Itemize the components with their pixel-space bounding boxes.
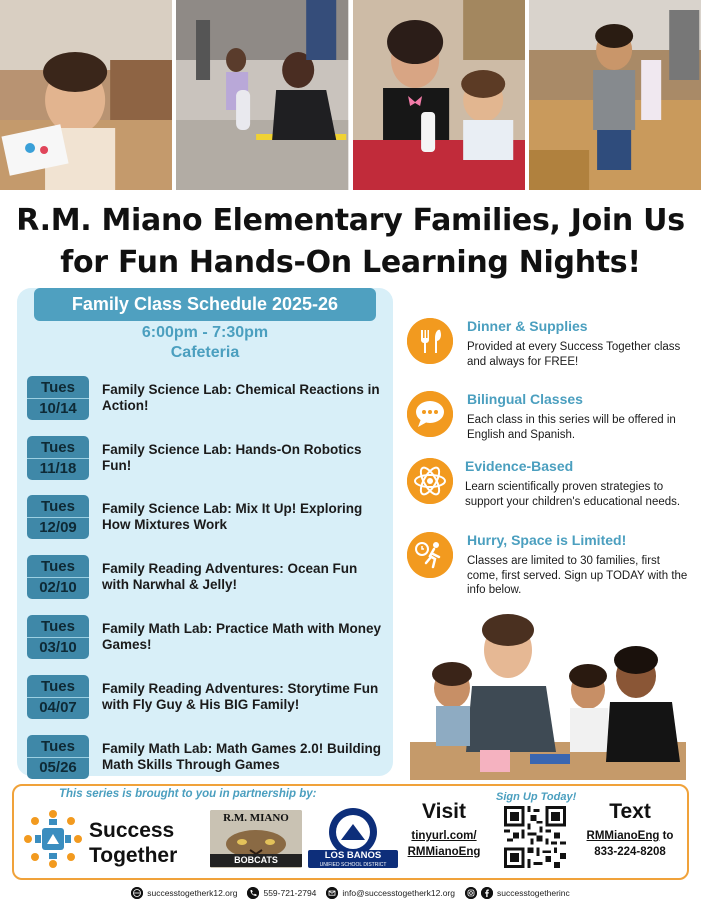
visit-link-line-2[interactable]: RMMianoEng [407, 846, 481, 858]
info-body: Provided at every Success Together class and always for FREE! [467, 341, 681, 368]
schedule-place: Cafeteria [170, 344, 240, 361]
visit-link-line-1[interactable]: tinyurl.com/ [411, 830, 477, 842]
session-date-box [27, 615, 89, 659]
title-line-1: R.M. Miano Elementary Families, Join Us [16, 203, 685, 238]
text-number[interactable]: 833-224-8208 [594, 846, 666, 858]
session-title: Family Science Lab: Hands-On Robotics Fun! [102, 441, 362, 473]
session-item [27, 727, 387, 787]
session-list [27, 368, 387, 787]
info-title: Dinner & Supplies [467, 318, 588, 334]
phone-text[interactable]: 559-721-2794 [263, 888, 317, 898]
utensils-icon [407, 318, 453, 364]
info-title: Evidence-Based [465, 458, 574, 474]
session-item [27, 547, 387, 607]
session-date: 12/09 [27, 517, 89, 538]
session-item [27, 428, 387, 488]
schedule-header: Family Class Schedule 2025-26 [34, 288, 376, 321]
text-section [574, 800, 686, 860]
contact-bar [0, 884, 701, 902]
session-day: Tues [41, 677, 75, 695]
photo-child-drawing [0, 0, 172, 190]
qr-code-icon[interactable] [504, 806, 566, 868]
partnership-box [12, 784, 689, 880]
success-together-name [89, 818, 177, 868]
session-date-box [27, 436, 89, 480]
signup-tagline: Sign Up Today! [496, 791, 577, 803]
success-line-1: Success [89, 819, 175, 842]
session-date-box [27, 735, 89, 779]
miano-mascot: BOBCATS [210, 854, 302, 867]
session-date: 02/10 [27, 577, 89, 598]
instagram-icon [465, 887, 477, 899]
speech-bubble-icon [407, 391, 453, 437]
text-to: to [659, 830, 674, 842]
contact-email[interactable] [326, 887, 455, 899]
miano-name: R.M. MIANO [223, 812, 289, 824]
session-item [27, 488, 387, 548]
website-text[interactable]: successtogetherk12.org [147, 888, 238, 898]
visit-link[interactable] [406, 828, 482, 860]
session-title: Family Reading Adventures: Storytime Fun with Fly Guy & His BIG Family! [102, 680, 379, 712]
contact-social[interactable] [465, 887, 570, 899]
session-item [27, 607, 387, 667]
los-banos-logo [308, 806, 398, 872]
session-title: Family Science Lab: Mix It Up! Exploring How Mixtures Work [102, 501, 363, 533]
session-date-box [27, 675, 89, 719]
globe-icon [131, 887, 143, 899]
contact-phone[interactable] [247, 887, 316, 899]
contact-website[interactable] [131, 887, 237, 899]
email-text[interactable]: info@successtogetherk12.org [342, 888, 455, 898]
los-banos-name: LOS BANOS [308, 850, 398, 868]
session-item [27, 368, 387, 428]
session-day: Tues [41, 618, 75, 636]
schedule-time: 6:00pm - 7:30pm [141, 324, 269, 341]
los-banos-sub: UNIFIED SCHOOL DISTRICT [319, 862, 387, 868]
visit-heading: Visit [422, 800, 466, 823]
info-body: Learn scientifically proven strategies to support your children's educational needs. [465, 481, 681, 508]
session-title: Family Science Lab: Chemical Reactions in Action! [102, 381, 380, 413]
photo-strip [0, 0, 701, 190]
phone-icon [247, 887, 259, 899]
partnership-tagline: This series is brought to you in partnership by: [59, 788, 317, 800]
title-line-2: for Fun Hands-On Learning Nights! [60, 245, 641, 280]
session-date: 03/10 [27, 637, 89, 658]
session-title: Family Reading Adventures: Ocean Fun with Narwhal & Jelly! [102, 561, 358, 593]
social-text[interactable]: successtogetherinc [497, 888, 570, 898]
photo-robotics [176, 0, 348, 190]
session-date-box [27, 495, 89, 539]
atom-icon [407, 458, 453, 504]
session-day: Tues [41, 378, 75, 396]
info-title: Bilingual Classes [467, 391, 583, 407]
session-date-box [27, 555, 89, 599]
photo-mixtures [353, 0, 525, 190]
success-together-logo-icon [20, 806, 86, 872]
session-date: 05/26 [27, 757, 89, 778]
page-title [0, 200, 701, 284]
running-clock-icon [407, 532, 453, 578]
text-heading: Text [609, 800, 651, 823]
session-day: Tues [41, 558, 75, 576]
info-body: Each class in this series will be offered in English and Spanish. [467, 414, 676, 441]
miano-bobcats-logo [210, 810, 302, 868]
session-date: 04/07 [27, 697, 89, 718]
info-title: Hurry, Space is Limited! [467, 532, 627, 548]
session-date: 10/14 [27, 398, 89, 419]
text-keyword[interactable]: RMMianoEng [586, 830, 660, 842]
session-title: Family Math Lab: Math Games 2.0! Building Math Skills Through Games [102, 740, 382, 772]
session-title: Family Math Lab: Practice Math with Money Games! [102, 621, 382, 653]
schedule-panel [17, 288, 393, 776]
success-line-2: Together [89, 844, 178, 867]
photo-boy-project [529, 0, 701, 190]
session-day: Tues [41, 498, 75, 516]
email-icon [326, 887, 338, 899]
facebook-icon [481, 887, 493, 899]
session-date-box [27, 376, 89, 420]
session-day: Tues [41, 438, 75, 456]
session-day: Tues [41, 737, 75, 755]
visit-section [406, 800, 482, 860]
session-date: 11/18 [27, 458, 89, 479]
family-photo [410, 612, 686, 780]
text-instructions [574, 828, 686, 860]
info-body: Classes are limited to 30 families, first come, first served. Sign up TODAY with the info below. [467, 555, 688, 596]
session-item [27, 667, 387, 727]
